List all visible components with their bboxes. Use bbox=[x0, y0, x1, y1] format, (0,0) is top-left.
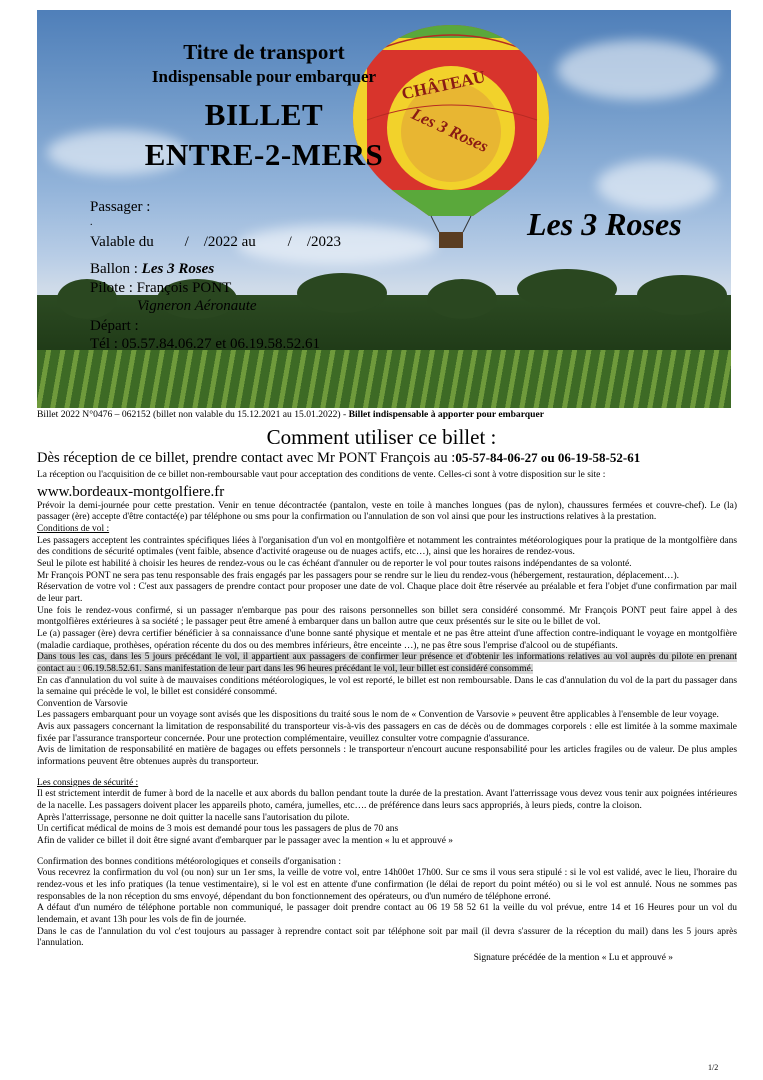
balloon-lettering: CHÂTEAU bbox=[399, 67, 488, 104]
passenger-label: Passager : bbox=[90, 199, 151, 215]
paragraph: Avis de limitation de responsabilité en matière de bagages ou effets personnels : le transporteur n'encourt aucune responsabilité pour les articles fragiles ou de valeur. De plus amples informations peuvent être obtenues auprès du transporteur. bbox=[37, 745, 737, 768]
balloon-lettering: Les 3 Roses bbox=[408, 104, 492, 157]
section-title-conditions: Conditions de vol : bbox=[37, 523, 110, 534]
contact-phones: 05-57-84-06-27 ou 06-19-58-52-61 bbox=[455, 450, 641, 465]
pilot-title: Vigneron Aéronaute bbox=[137, 298, 257, 314]
paragraph: Dans le cas de l'annulation du vol c'est toujours au passager à reprendre contact soit par téléphone soit par mail (il devra s'assurer de la réception du mail) dans les 5 jours après l'annulation. bbox=[37, 926, 737, 949]
ticket-title-line3: BILLET bbox=[204, 97, 324, 132]
paragraph: Les passagers embarquant pour un voyage sont avisés que les dispositions du traité sous le nom de « Convention de Varsovie » peuvent être applicables à l'ensemble de leur voyage. bbox=[37, 710, 719, 721]
paragraph: Il est strictement interdit de fumer à bord de la nacelle et aux abords du ballon pendant toute la durée de la prestation. Avant l'atterrissage vous devez vous tenir aux poignées intérieures de la nacelle. Les passagers doivent placer les appareils photo, caméra, jumelles, etc…. de préférence dans leurs sacs appropriés, à leurs pieds, contre la cloison. bbox=[37, 789, 737, 812]
paragraph: Afin de valider ce billet il doit être signé avant d'embarquer par le passager avec la mention « lu et approuvé » bbox=[37, 836, 454, 847]
terms-body bbox=[37, 470, 737, 965]
pilot-row: Pilote : François PONT bbox=[90, 280, 232, 296]
paragraph: En cas d'annulation du vol suite à de mauvaises conditions météorologiques, le vol est reporté, le billet est non remboursable. Dans le cas d'annulation du vol de la part du passager dans la semaine qui précède le vol, le billet est considéré consommé. bbox=[37, 675, 737, 698]
departure-row: Départ : bbox=[90, 318, 139, 334]
ticket-banner bbox=[37, 10, 731, 408]
paragraph: Avis aux passagers concernant la limitation de responsabilité du transporteur vis-à-vis des passagers en cas de décès ou de dommages corporels : elle est limitée à la somme maximale fixée par l'assurance transporteur concernée. Pour une protection complémentaire, veuillez consulter votre compagnie d'assurance. bbox=[37, 722, 737, 744]
balloon-row: Ballon : Les 3 Roses bbox=[90, 261, 215, 277]
phone-row: Tél : 05.57.84.06.27 et 06.19.58.52.61 bbox=[90, 336, 320, 352]
section-title-security: Les consignes de sécurité : bbox=[37, 777, 139, 788]
paragraph: Une fois le rendez-vous confirmé, si un passager n'embarque pas pour des raisons personnelles son billet sera considéré consommé. Mr François PONT peut faire appel à des montgolfières extérieures à sa société ; le passager peut être amené à embarquer dans un ballon autre que ceux présentés sur le site ou le billet de vol. bbox=[37, 605, 737, 628]
paragraph: A défaut d'un numéro de téléphone portable non communiqué, le passager doit prendre contact au 06 19 58 52 61 la veille du vol prévue, entre 14 et 16 Heures pour un vol du lendemain, et avant 13h pour les vols de fin de journée. bbox=[37, 903, 737, 925]
ticket-caption: Billet 2022 N°0476 – 062152 (billet non valable du 15.12.2021 au 15.01.2022) - Billet indispensable à apporter pour embarquer bbox=[37, 409, 544, 420]
contact-instruction: Dès réception de ce billet, prendre contact avec Mr PONT François au :05-57-84-06-27 ou 06-19-58-52-61 bbox=[37, 450, 641, 466]
paragraph: Convention de Varsovie bbox=[37, 698, 128, 709]
paragraph: La réception ou l'acquisition de ce billet non-remboursable vaut pour acceptation des conditions de vente. Celles-ci sont à votre disposition sur le site : bbox=[37, 470, 606, 480]
validity-row: Valable du / /2022 au / /2023 bbox=[90, 234, 341, 250]
paragraph: Mr François PONT ne sera pas tenu responsable des frais engagés par les passagers pour se rendre sur le lieu du rendez-vous (hébergement, restauration, déplacement…). bbox=[37, 570, 679, 581]
signature-line: Signature précédée de la mention « Lu et approuvé » bbox=[473, 952, 673, 963]
website-link[interactable]: www.bordeaux-montgolfiere.fr bbox=[37, 483, 225, 500]
ticket-title-line1: Titre de transport bbox=[183, 40, 345, 64]
section-heading: Comment utiliser ce billet : bbox=[266, 425, 497, 449]
paragraph: Seul le pilote est habilité à choisir les heures de rendez-vous ou le cas échéant d'annuler ou de reporter le vol pour toutes raisons indépendantes de sa volonté. bbox=[37, 558, 632, 569]
paragraph: Vous recevrez la confirmation du vol (ou non) sur un 1er sms, la veille de votre vol, entre 14h00et 17h00. Sur ce sms il vous sera stipulé : si le vol est validé, avec le lieu, l'horaire du rendez-vous et les info pratiques (la tenue vestimentaire), si le vol est en attente d'une confirmation (le délai de report du point météo) ou si le vol est annulé. Nous ne sommes pas responsables de la non réception du sms envoyé, dépendant du bon fonctionnement des opérateurs, ou d'un numéro de téléphone erroné. bbox=[37, 868, 737, 902]
ticket-title-line4: ENTRE-2-MERS bbox=[144, 137, 384, 172]
brand-name: Les 3 Roses bbox=[527, 206, 682, 242]
ticket-title-line2: Indispensable pour embarquer bbox=[151, 67, 377, 86]
paragraph: Un certificat médical de moins de 3 mois est demandé pour tous les passagers de plus de 70 ans bbox=[37, 824, 399, 835]
balloon-name: Les 3 Roses bbox=[141, 261, 215, 277]
paragraph: Confirmation des bonnes conditions météorologiques et conseils d'organisation : bbox=[37, 856, 342, 867]
paragraph: Après l'atterrissage, personne ne doit quitter la nacelle sans l'autorisation du pilote. bbox=[37, 812, 350, 823]
paragraph: Réservation de votre vol : C'est aux passagers de prendre contact pour proposer une date de vol. Chaque place doit être réservée au préalable et fera l'objet d'une confirmation par mail de leur part. bbox=[37, 582, 737, 604]
passenger-value: . bbox=[90, 217, 93, 228]
paragraph: Le (a) passager (ère) devra certifier bénéficier à sa connaissance d'une bonne santé physique et mentale et ne pas être atteint d'une affection contre-indiquant le voyage en montgolfière (maladie cardiaque, prothèses, opération récente du dos ou des membres inférieurs, être enceinte …), ne pas être sous l'emprise d'alcool ou de stupéfiants. bbox=[37, 628, 737, 651]
paragraph: Les passagers acceptent les contraintes spécifiques liées à l'organisation d'un vol en montgolfière et notamment les contraintes météorologiques pour la pratique de la montgolfière dans des conditions de sécurité optimales (vent faible, absence d'activité orageuse ou de nuages actifs, etc…), ainsi que les horaires de rendez-vous. bbox=[37, 535, 737, 558]
highlighted-paragraph: Dans tous les cas, dans les 5 jours précédant le vol, il appartient aux passagers de confirmer leur présence et d'obtenir les informations relatives au vol auprès du pilote en prenant contact au : 06.19.58.52.61. Sans manifestation de leur part dans les 96 heures précédant le vol, leur billet est considéré consommé. bbox=[37, 652, 737, 674]
page-number: 1/2 bbox=[708, 1063, 719, 1072]
paragraph: Prévoir la demi-journée pour cette prestation. Venir en tenue décontractée (pantalon, veste en toile à manches longues (pas de nylon), chaussures fermées et couvre-chef). Le (la) passager (ère) accepte d'être contacté(e) par téléphone ou sms pour la confirmation ou l'annulation de son vol ainsi que pour les instructions relatives à la prestation. bbox=[37, 500, 737, 523]
